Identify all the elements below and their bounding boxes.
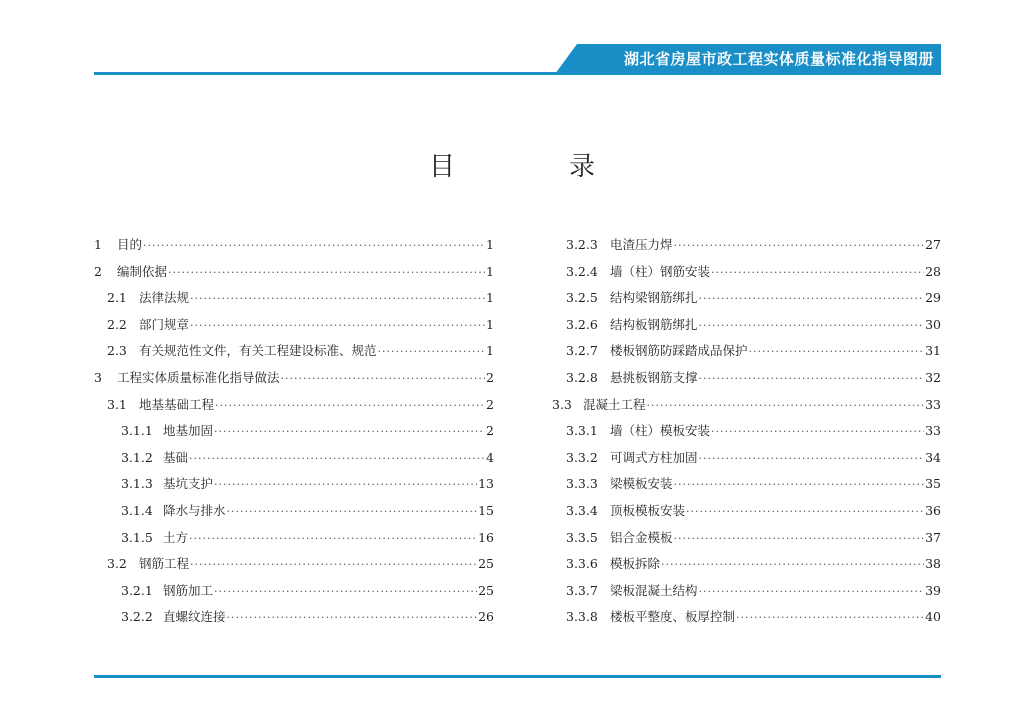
toc-dot-leader — [711, 266, 924, 279]
toc-entry-title: 梁板混凝土结构 — [610, 582, 698, 598]
toc-entry[interactable] — [552, 581, 941, 608]
toc-entry-number: 3.3.7 — [566, 582, 598, 598]
toc-dot-leader — [699, 452, 925, 465]
toc-entry-number: 3.3.5 — [566, 529, 598, 545]
toc-entry[interactable] — [552, 288, 941, 315]
toc-entry-page: 25 — [478, 582, 494, 598]
toc-dot-leader — [190, 319, 485, 332]
toc-entry[interactable] — [552, 448, 941, 475]
toc-entry-title: 悬挑板钢筋支撑 — [610, 369, 698, 385]
toc-entry-title: 基础 — [163, 449, 189, 465]
toc-entry-number: 3.3.6 — [566, 556, 598, 572]
toc-entry[interactable] — [552, 235, 941, 262]
toc-entry[interactable] — [552, 474, 941, 501]
toc-entry[interactable] — [552, 395, 941, 422]
toc-entry-page: 30 — [925, 316, 941, 332]
toc-dot-leader — [214, 425, 485, 438]
toc-entry-number: 3.2.7 — [566, 343, 598, 359]
toc-entry-title: 目的 — [117, 237, 143, 252]
toc-entry-title: 梁模板安装 — [610, 476, 673, 492]
toc-entry-page: 33 — [925, 423, 941, 439]
toc-entry-title: 直螺纹连接 — [163, 609, 226, 625]
toc-entry-page: 26 — [478, 609, 494, 625]
toc-entry-number: 3.1.1 — [121, 423, 153, 439]
toc-entry-page: 35 — [925, 476, 941, 492]
toc-entry[interactable] — [94, 235, 494, 262]
toc-entry-page: 1 — [486, 263, 494, 279]
toc-entry-page: 25 — [478, 556, 494, 572]
toc-dot-leader — [189, 532, 477, 545]
toc-entry-title: 模板拆除 — [610, 556, 661, 572]
toc-entry[interactable] — [94, 341, 494, 368]
toc-entry-title: 法律法规 — [139, 290, 190, 306]
header-title: 湖北省房屋市政工程实体质量标准化指导图册 — [623, 50, 934, 68]
toc-entry-number: 1 — [94, 237, 102, 252]
toc-entry-number: 2.3 — [107, 343, 127, 359]
toc-dot-leader — [214, 585, 477, 598]
toc-entry[interactable] — [552, 262, 941, 289]
footer-rule — [94, 675, 941, 678]
toc-entry[interactable] — [94, 288, 494, 315]
toc-dot-leader — [227, 505, 478, 518]
toc-entry-title: 楼板平整度、板厚控制 — [610, 609, 736, 625]
toc-entry-number: 3.2.3 — [566, 237, 598, 252]
toc-dot-leader — [699, 372, 925, 385]
toc-entry-title: 基坑支护 — [163, 476, 214, 492]
toc-entry-number: 3.2.8 — [566, 369, 598, 385]
toc-entry-page: 1 — [486, 290, 494, 306]
toc-entry-number: 2.2 — [107, 316, 127, 332]
toc-entry-page: 1 — [486, 316, 494, 332]
toc-entry-page: 32 — [925, 369, 941, 385]
toc-entry-title: 有关规范性文件，有关工程建设标准、规范 — [139, 343, 377, 359]
toc-entry-page: 38 — [925, 556, 941, 572]
toc-entry-number: 3.3 — [552, 396, 572, 412]
toc-entry[interactable] — [94, 528, 494, 555]
toc-dot-leader — [749, 345, 925, 358]
toc-dot-leader — [674, 478, 925, 491]
toc-dot-leader — [736, 611, 924, 624]
toc-entry[interactable] — [94, 607, 494, 634]
toc-entry[interactable] — [94, 474, 494, 501]
toc-entry-title: 钢筋工程 — [139, 556, 190, 572]
toc-dot-leader — [378, 345, 486, 358]
toc-entry-title: 结构梁钢筋绑扎 — [610, 290, 698, 306]
toc-entry-page: 2 — [486, 396, 494, 412]
toc-entry-number: 3.1.3 — [121, 476, 153, 492]
toc-right-column — [552, 235, 941, 634]
toc-entry-title: 地基基础工程 — [139, 396, 215, 412]
toc-entry-number: 3.2.6 — [566, 316, 598, 332]
toc-entry[interactable] — [552, 368, 941, 395]
toc-entry-page: 29 — [925, 290, 941, 306]
toc-entry-title: 墙（柱）模板安装 — [610, 423, 711, 439]
toc-dot-leader — [189, 452, 485, 465]
toc-entry[interactable] — [94, 581, 494, 608]
toc-dot-leader — [143, 239, 485, 252]
toc-entry-number: 3.1.2 — [121, 449, 153, 465]
toc-entry-page: 27 — [925, 237, 941, 252]
toc-entry-title: 土方 — [163, 529, 189, 545]
toc-entry[interactable] — [94, 262, 494, 289]
toc-entry-title: 墙（柱）钢筋安装 — [610, 263, 711, 279]
toc-entry-number: 2.1 — [107, 290, 127, 306]
toc-entry-page: 39 — [925, 582, 941, 598]
toc-entry[interactable] — [94, 368, 494, 395]
toc-dot-leader — [281, 372, 486, 385]
toc-entry-title: 钢筋加工 — [163, 582, 214, 598]
toc-entry[interactable] — [94, 421, 494, 448]
toc-entry-page: 28 — [925, 263, 941, 279]
toc-entry[interactable] — [552, 315, 941, 342]
toc-entry[interactable] — [94, 395, 494, 422]
toc-entry-number: 3.3.1 — [566, 423, 598, 439]
toc-dot-leader — [190, 558, 477, 571]
toc-dot-leader — [190, 292, 485, 305]
toc-entry[interactable] — [552, 607, 941, 634]
toc-entry-title: 可调式方柱加固 — [610, 449, 698, 465]
toc-dot-leader — [647, 399, 925, 412]
toc-entry-number: 2 — [94, 263, 102, 279]
toc-entry[interactable] — [552, 421, 941, 448]
toc-entry[interactable] — [94, 554, 494, 581]
toc-entry-page: 40 — [925, 609, 941, 625]
toc-entry-title: 地基加固 — [163, 423, 214, 439]
toc-entry-title: 降水与排水 — [163, 502, 226, 518]
toc-dot-leader — [168, 266, 485, 279]
toc-entry-page: 15 — [478, 502, 494, 518]
toc-dot-leader — [215, 399, 485, 412]
toc-entry[interactable] — [552, 554, 941, 581]
toc-entry-title: 楼板钢筋防踩踏成品保护 — [610, 343, 748, 359]
toc-entry-title: 混凝土工程 — [583, 396, 646, 412]
toc-entry[interactable] — [552, 501, 941, 528]
toc-entry-page: 33 — [925, 396, 941, 412]
toc-entry-page: 13 — [478, 476, 494, 492]
toc-entry-page: 1 — [486, 237, 494, 252]
toc-entry-number: 3.1 — [107, 396, 127, 412]
toc-entry-page: 34 — [925, 449, 941, 465]
toc-entry-page: 36 — [925, 502, 941, 518]
toc-dot-leader — [686, 505, 924, 518]
toc-dot-leader — [214, 478, 477, 491]
toc-entry-number: 3 — [94, 369, 102, 385]
toc-entry[interactable] — [94, 448, 494, 475]
toc-entry-title: 结构板钢筋绑扎 — [610, 316, 698, 332]
page-title: 目 录 — [428, 152, 639, 182]
toc-entry-title: 部门规章 — [139, 316, 190, 332]
toc-entry-title: 电渣压力焊 — [610, 237, 673, 252]
toc-dot-leader — [699, 319, 925, 332]
toc-dot-leader — [674, 532, 925, 545]
toc-entry-number: 3.2.1 — [121, 582, 153, 598]
toc-entry-title: 顶板模板安装 — [610, 502, 686, 518]
toc-entry-page: 2 — [486, 423, 494, 439]
toc-entry-number: 3.2.5 — [566, 290, 598, 306]
toc-left-column — [94, 235, 494, 634]
toc-entry-page: 16 — [478, 529, 494, 545]
toc-entry-page: 37 — [925, 529, 941, 545]
toc-entry[interactable] — [94, 501, 494, 528]
toc-entry-number: 3.3.3 — [566, 476, 598, 492]
toc-dot-leader — [711, 425, 924, 438]
toc-entry-page: 2 — [486, 369, 494, 385]
toc-entry[interactable] — [552, 341, 941, 368]
toc-dot-leader — [699, 292, 925, 305]
toc-entry-title: 工程实体质量标准化指导做法 — [117, 369, 280, 385]
toc-entry-number: 3.1.5 — [121, 529, 153, 545]
toc-entry-number: 3.3.4 — [566, 502, 598, 518]
toc-entry-number: 3.3.2 — [566, 449, 598, 465]
toc-entry-title: 铝合金模板 — [610, 529, 673, 545]
toc-dot-leader — [699, 585, 925, 598]
toc-entry-number: 3.2.2 — [121, 609, 153, 625]
toc-entry[interactable] — [94, 315, 494, 342]
toc-entry-number: 3.1.4 — [121, 502, 153, 518]
header-rule — [94, 72, 941, 75]
toc-entry-number: 3.3.8 — [566, 609, 598, 625]
toc-entry-page: 31 — [925, 343, 941, 359]
toc-entry-page: 4 — [486, 449, 494, 465]
toc-entry-number: 3.2.4 — [566, 263, 598, 279]
toc-dot-leader — [227, 611, 478, 624]
toc-entry[interactable] — [552, 528, 941, 555]
toc-entry-page: 1 — [486, 343, 494, 359]
toc-dot-leader — [674, 239, 925, 252]
toc-dot-leader — [661, 558, 924, 571]
toc-entry-title: 编制依据 — [117, 263, 168, 279]
toc-entry-number: 3.2 — [107, 556, 127, 572]
